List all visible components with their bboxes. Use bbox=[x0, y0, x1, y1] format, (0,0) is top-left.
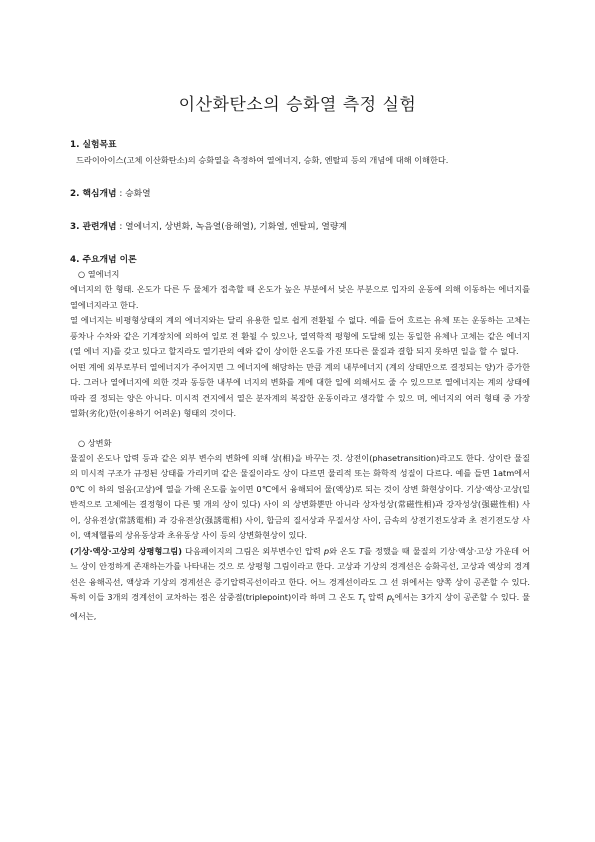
phase-diagram-heading: (기상·액상·고상의 상평형그림) bbox=[70, 545, 182, 556]
section-2-value: : 승화열 bbox=[119, 189, 151, 199]
section-1-text: 드라이아이스(고체 이산화탄소)의 승화열을 측정하여 열에너지, 승화, 엔탈피 등의 개념에 대해 이해한다. bbox=[76, 155, 449, 165]
section-3-heading: 3. 관련개념 bbox=[70, 222, 117, 232]
section-2 bbox=[70, 188, 530, 201]
document-body bbox=[70, 139, 530, 625]
subsection-heat-energy-label: ○ 열에너지 bbox=[78, 269, 120, 279]
subsection-phase-change-label: ○ 상변화 bbox=[78, 437, 112, 448]
section-1-heading: 1. 실험목표 bbox=[70, 140, 117, 150]
document-title: 이산화탄소의 승화열 측정 실험 bbox=[178, 95, 417, 115]
phase-change-paragraph-1: 물질이 온도나 압력 등과 같은 외부 변수의 변화에 의해 상(相)을 바꾸는 것. 상전이(phasetransition)라고도 한다. 상이란 물질의 미시적 구조가 규정된 상태를 가리키며 같은 물질이라도 상이 다르면 물리적 또는 화학적 성질이 다르다. 예를 들면 1atm에서 0℃ 이 하의 얼음(고상)에 열을 가해 온도를 높이면 0℃에서 융해되어 물(액상)로 되는 것이 상변 화현상이다. 기상·액상·고상(일반적으로 고체에는 결정형이 다른 몇 개의 상이 있다) 사이 의 상변화뿐만 아니라 상자성상(常磁性相)과 강자성상(强磁性相) 사이, 상유전상(常誘電相) 과 강유전상(强誘電相) 사이, 합금의 질서상과 무질서상 사이, 금속의 상전기전도상과 초 전기전도상 사이, 액체헬륨의 상유동상과 초유동상 사이 등의 상변화현상이 있다. bbox=[70, 452, 530, 540]
phase-change-paragraph-2: (기상·액상·고상의 상평형그림) 다음페이지의 그림은 외부변수인 압력 p와 온도 T를 정했을 때 물질의 기상·액상·고상 가운데 어느 상이 안정하게 존재하는가를 나타내는 것으 로 상평형 그림이라고 한다. 고상과 기상의 경계선은 승화곡선, 고상과 액상의 경계선은 융해곡선, 액상과 기상의 경계선은 증기압력곡선이라고 한다. 어느 경계선이라도 그 선 위에서는 양쪽 상이 공존할 수 있다. 특히 이들 3개의 경계선이 교차하는 점은 삼중점(triplepoint)이라 하며 그 온도 $T_t$ 압력 $p_t$에서는 3가지 상이 공존할 수 있다. 물에서는, bbox=[70, 545, 531, 622]
heat-energy-paragraph-3: 어떤 계에 외부로부터 열에너지가 주어지면 그 에너지에 해당하는 만큼 계의 내부에너지 (계의 상태만으로 결정되는 양)가 증가한다. 그러나 열에너지에 의한 것과 동등한 내부에 너지의 변화를 계에 대한 일에 의해서도 줄 수 있으므로 열에너지는 계의 상태에 따라 결 정되는 양은 아니다. 미시적 견지에서 열은 분자계의 복잡한 운동이라고 생각할 수 있으 며, 에너지의 여러 형태 중 가장 열화(劣化)한(이용하기 어려운) 형태의 것이다. bbox=[70, 361, 530, 418]
section-3-value: : 열에너지, 상변화, 녹음열(융해열), 기화열, 엔탈피, 열량계 bbox=[119, 222, 347, 232]
section-3 bbox=[70, 221, 530, 234]
section-2-heading: 2. 핵심개념 bbox=[70, 189, 117, 199]
heat-energy-paragraph-2: 열 에너지는 비평형상태의 계의 에너지와는 달리 유용한 일로 쉽게 전환될 수 없다. 예를 들어 흐르는 유체 또는 운동하는 고체는 풍차나 수차와 같은 기계장치에 의하여 일로 전 환될 수 있으나, 열역학적 평형에 도달해 있는 동일한 유체나 고체는 같은 에너지(열 에너 지)를 갖고 있다고 할지라도 열기관의 예와 같이 상이한 온도를 가진 또다른 물질과 결합 되지 못하면 일을 할 수 없다. bbox=[70, 315, 530, 356]
section-4-heading: 4. 주요개념 이론 bbox=[70, 255, 137, 265]
heat-energy-paragraph-1: 에너지의 한 형태. 온도가 다른 두 물체가 접촉할 때 온도가 높은 부분에서 낮은 부분으로 입자의 운동에 의해 이동하는 에너지를 열에너지라고 한다. bbox=[70, 284, 530, 310]
